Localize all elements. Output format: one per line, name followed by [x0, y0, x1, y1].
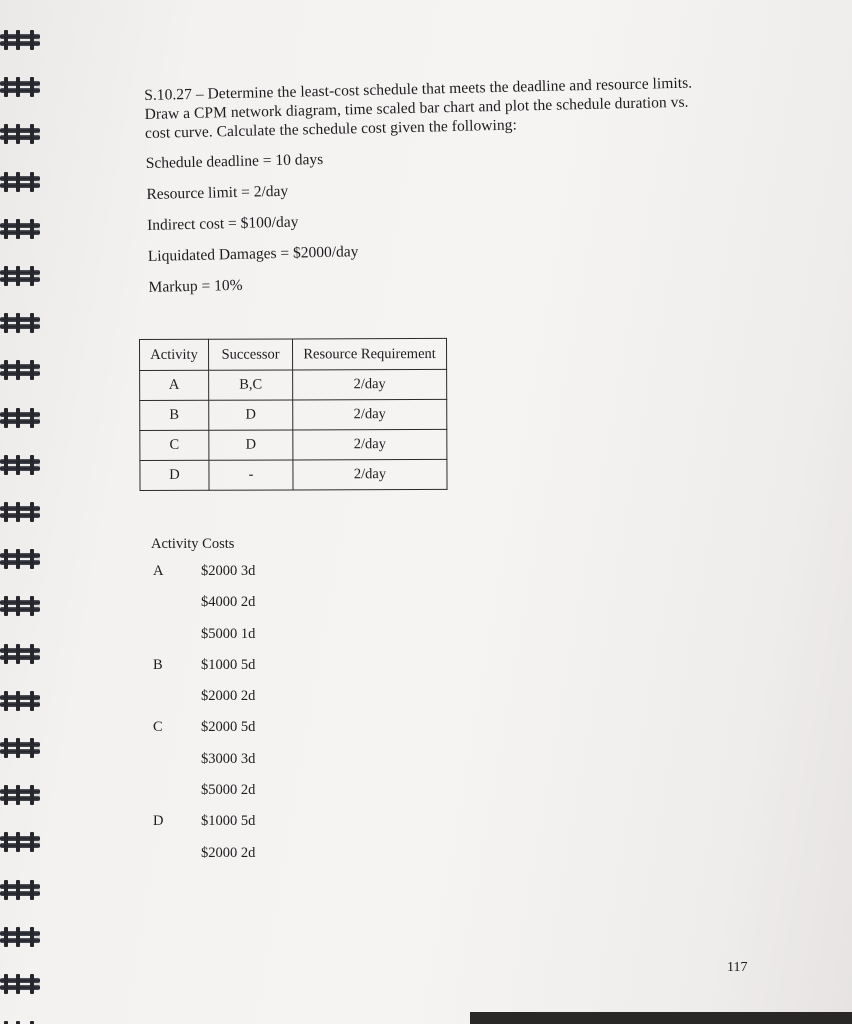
given-indirect-cost: Indirect cost = $100/day [146, 213, 299, 234]
cost-amount: $2000 5d [201, 719, 256, 736]
table-header-resource: Resource Requirement [293, 338, 447, 370]
list-item [151, 843, 256, 874]
given-schedule-deadline: Schedule deadline = 10 days [145, 150, 324, 172]
given-liquidated-damages: Liquidated Damages = $2000/day [147, 243, 359, 265]
list-item [151, 780, 256, 811]
cost-amount: $5000 1d [201, 625, 256, 642]
binding-ring [0, 927, 44, 947]
list-item [151, 655, 256, 686]
binding-ring [0, 360, 44, 380]
cost-amount: $4000 2d [201, 594, 256, 611]
binding-ring [0, 408, 44, 428]
binding-ring [0, 455, 44, 475]
cost-amount: $2000 3d [201, 563, 256, 579]
table-cell: C [140, 430, 209, 460]
list-item [151, 624, 256, 655]
list-item [151, 749, 256, 780]
binding-ring [0, 219, 44, 239]
table-cell: A [140, 370, 209, 400]
list-item [151, 561, 256, 592]
table-header-activity: Activity [140, 339, 209, 370]
table-row [140, 399, 447, 430]
cost-activity: A [153, 563, 164, 579]
cost-activity: D [153, 813, 164, 830]
binding-ring [0, 266, 44, 286]
table-cell: D [209, 400, 293, 430]
list-item [151, 592, 256, 623]
cost-activity: C [153, 719, 163, 736]
table-cell: 2/day [293, 459, 447, 490]
problem-heading: S.10.27 – Determine the least-cost schedule that meets the deadline and resource limits. Draw a CPM network diagram, time scaled bar chart and plot the schedule duration vs. cost curve. Calculate the schedule cost given the following: [144, 74, 693, 142]
list-item [151, 686, 256, 717]
cost-amount: $1000 5d [201, 656, 256, 673]
binding-ring [0, 738, 44, 758]
binding-ring [0, 974, 44, 994]
table-row [140, 429, 447, 460]
cost-amount: $1000 5d [201, 813, 256, 830]
binding-ring [0, 30, 44, 50]
table-cell: B [140, 400, 209, 430]
binding-ring [0, 691, 44, 711]
binding-ring [0, 502, 44, 522]
cost-amount: $3000 3d [201, 750, 256, 767]
cost-amount: $5000 2d [201, 782, 256, 799]
page-number: 117 [727, 960, 748, 975]
activity-costs-title: Activity Costs [151, 536, 235, 552]
table-cell: 2/day [293, 429, 447, 460]
cost-amount: $2000 2d [201, 688, 256, 705]
binding-ring [0, 172, 44, 192]
binding-ring [0, 644, 44, 664]
table-cell: B,C [209, 370, 293, 400]
table-header-successor: Successor [209, 339, 293, 370]
binding-ring [0, 880, 44, 900]
page-edge-shadow [470, 1012, 852, 1024]
list-item [151, 717, 256, 748]
given-resource-limit: Resource limit = 2/day [146, 182, 289, 203]
list-item [151, 811, 256, 842]
cost-activity: B [153, 656, 163, 673]
activity-table [139, 338, 448, 491]
table-row [140, 459, 447, 490]
table-cell: D [140, 460, 209, 490]
binding-ring [0, 77, 44, 97]
table-cell: - [209, 460, 293, 490]
problem-statement [144, 73, 709, 308]
binding-ring [0, 596, 44, 616]
binding-ring [0, 549, 44, 569]
binding-ring [0, 124, 44, 144]
activity-costs [151, 536, 256, 874]
table-cell: 2/day [293, 369, 447, 400]
table-header-row [140, 338, 447, 370]
binding-ring [0, 832, 44, 852]
binding-ring [0, 785, 44, 805]
given-markup: Markup = 10% [148, 276, 243, 296]
cost-amount: $2000 2d [201, 844, 256, 861]
table-cell: D [209, 430, 293, 460]
binding-ring [0, 313, 44, 333]
table-cell: 2/day [293, 399, 447, 430]
table-row [140, 369, 447, 400]
spiral-binding [0, 0, 60, 1024]
